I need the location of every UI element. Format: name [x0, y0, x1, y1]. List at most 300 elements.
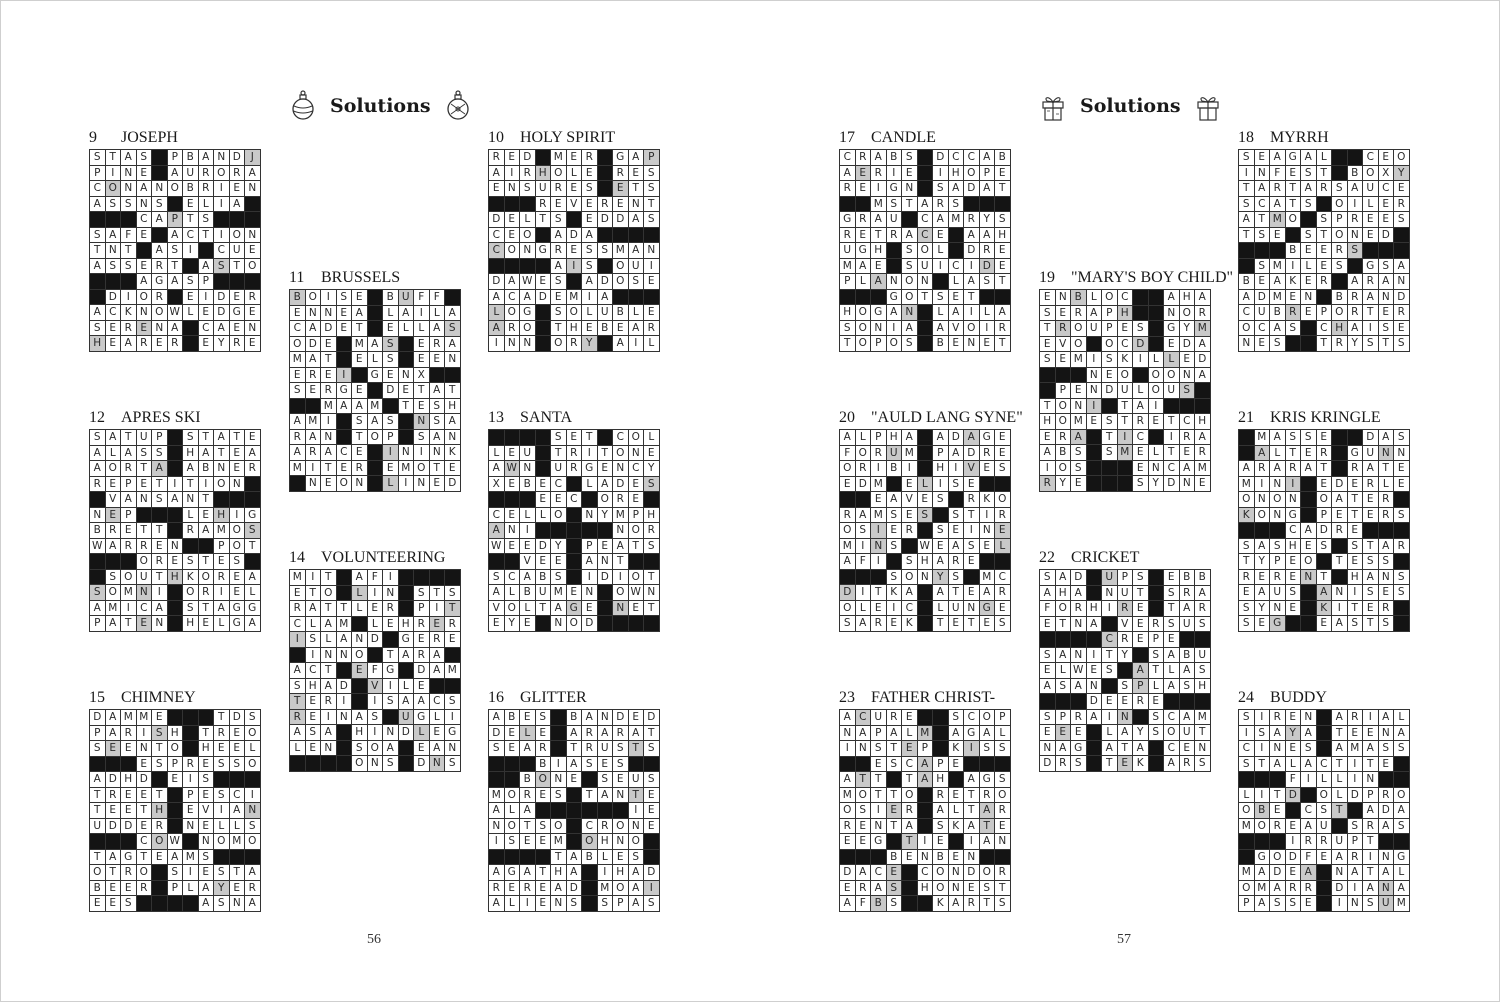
letter-cell: A: [964, 228, 980, 244]
black-square: [1317, 741, 1333, 757]
letter-cell: S: [840, 616, 856, 632]
solution-grid: [488, 429, 660, 632]
letter-cell: S: [168, 865, 184, 881]
letter-cell: A: [489, 523, 505, 539]
letter-cell: T: [306, 586, 322, 602]
black-square: [918, 788, 934, 804]
letter-cell: D: [536, 290, 552, 306]
letter-cell: T: [1102, 756, 1118, 772]
black-square: [337, 725, 353, 741]
black-square: [1394, 757, 1410, 773]
black-square: [902, 865, 918, 881]
letter-cell: L: [183, 881, 199, 897]
letter-cell: R: [137, 336, 153, 352]
letter-cell: L: [199, 197, 215, 213]
letter-cell: T: [199, 228, 215, 244]
letter-cell: E: [980, 539, 996, 555]
solution-grid: [488, 709, 660, 912]
letter-cell: Y: [1394, 166, 1410, 182]
black-square: [1149, 306, 1165, 322]
letter-cell: T: [1332, 554, 1348, 570]
black-square: [536, 850, 552, 866]
letter-cell: E: [199, 865, 215, 881]
letter-cell: L: [489, 446, 505, 462]
letter-cell: A: [352, 710, 368, 726]
letter-cell: H: [1195, 679, 1211, 695]
black-square: [871, 850, 887, 866]
letter-cell: N: [306, 306, 322, 322]
letter-cell: K: [902, 616, 918, 632]
letter-cell: E: [629, 601, 645, 617]
letter-cell: V: [106, 492, 122, 508]
letter-cell: Y: [1056, 476, 1072, 492]
letter-cell: E: [644, 274, 660, 290]
black-square: [399, 756, 415, 772]
black-square: [551, 726, 567, 742]
letter-cell: T: [1239, 181, 1255, 197]
puzzle-18: [1238, 129, 1410, 352]
letter-cell: A: [1164, 648, 1180, 664]
letter-cell: E: [995, 430, 1011, 446]
black-square: [1239, 850, 1255, 866]
letter-cell: D: [613, 212, 629, 228]
letter-cell: E: [1149, 414, 1165, 430]
letter-cell: E: [1040, 725, 1056, 741]
black-square: [520, 492, 536, 508]
letter-cell: S: [1071, 756, 1087, 772]
letter-cell: S: [1348, 539, 1364, 555]
letter-cell: A: [352, 570, 368, 586]
letter-cell: S: [644, 181, 660, 197]
letter-cell: G: [383, 663, 399, 679]
letter-cell: I: [1348, 197, 1364, 213]
letter-cell: R: [1394, 197, 1410, 213]
letter-cell: O: [964, 166, 980, 182]
black-square: [245, 274, 261, 290]
letter-cell: N: [399, 368, 415, 384]
letter-cell: D: [1286, 788, 1302, 804]
letter-cell: N: [1270, 601, 1286, 617]
letter-cell: N: [430, 756, 446, 772]
letter-cell: T: [1379, 461, 1395, 477]
letter-cell: S: [414, 586, 430, 602]
letter-cell: M: [1239, 477, 1255, 493]
letter-cell: E: [199, 336, 215, 352]
letter-cell: R: [1348, 290, 1364, 306]
letter-cell: R: [290, 710, 306, 726]
letter-cell: S: [1348, 819, 1364, 835]
letter-cell: E: [121, 523, 137, 539]
letter-cell: S: [1180, 383, 1196, 399]
letter-cell: P: [90, 726, 106, 742]
letter-cell: H: [949, 166, 965, 182]
letter-cell: T: [871, 228, 887, 244]
black-square: [933, 726, 949, 742]
letter-cell: L: [520, 508, 536, 524]
letter-cell: P: [183, 788, 199, 804]
letter-cell: E: [183, 197, 199, 213]
letter-cell: R: [1394, 539, 1410, 555]
letter-cell: A: [902, 819, 918, 835]
letter-cell: A: [106, 850, 122, 866]
letter-cell: A: [1270, 726, 1286, 742]
letter-cell: T: [1286, 181, 1302, 197]
letter-cell: E: [1363, 726, 1379, 742]
letter-cell: A: [598, 290, 614, 306]
black-square: [887, 477, 903, 493]
letter-cell: N: [598, 710, 614, 726]
letter-cell: A: [152, 461, 168, 477]
letter-cell: T: [137, 803, 153, 819]
letter-cell: A: [1071, 430, 1087, 446]
letter-cell: A: [1102, 741, 1118, 757]
black-square: [1332, 539, 1348, 555]
letter-cell: E: [230, 570, 246, 586]
letter-cell: A: [1332, 741, 1348, 757]
black-square: [629, 290, 645, 306]
black-square: [536, 259, 552, 275]
letter-cell: D: [1040, 756, 1056, 772]
letter-cell: N: [902, 305, 918, 321]
letter-cell: E: [1379, 585, 1395, 601]
letter-cell: R: [121, 539, 137, 555]
black-square: [106, 757, 122, 773]
letter-cell: A: [871, 212, 887, 228]
letter-cell: H: [933, 461, 949, 477]
letter-cell: A: [1255, 585, 1271, 601]
letter-cell: S: [1301, 197, 1317, 213]
letter-cell: S: [1317, 212, 1333, 228]
letter-cell: S: [1379, 259, 1395, 275]
letter-cell: S: [644, 539, 660, 555]
letter-cell: E: [902, 508, 918, 524]
letter-cell: T: [383, 648, 399, 664]
letter-cell: C: [306, 663, 322, 679]
letter-cell: A: [1133, 399, 1149, 415]
letter-cell: T: [1239, 228, 1255, 244]
letter-cell: P: [933, 757, 949, 773]
puzzle-number: 20: [839, 409, 855, 426]
letter-cell: O: [1056, 461, 1072, 477]
letter-cell: N: [902, 181, 918, 197]
letter-cell: P: [980, 166, 996, 182]
puzzle-20: [839, 409, 1023, 632]
solution-grid: [839, 709, 1011, 912]
letter-cell: O: [505, 788, 521, 804]
letter-cell: M: [445, 663, 461, 679]
letter-cell: N: [1332, 865, 1348, 881]
letter-cell: L: [183, 508, 199, 524]
letter-cell: D: [856, 477, 872, 493]
letter-cell: S: [887, 757, 903, 773]
letter-cell: I: [1363, 321, 1379, 337]
letter-cell: R: [980, 446, 996, 462]
letter-cell: B: [1180, 648, 1196, 664]
letter-cell: L: [1087, 290, 1103, 306]
letter-cell: A: [980, 834, 996, 850]
black-square: [551, 741, 567, 757]
letter-cell: A: [1301, 181, 1317, 197]
letter-cell: P: [199, 274, 215, 290]
letter-cell: U: [536, 585, 552, 601]
letter-cell: D: [1270, 865, 1286, 881]
letter-cell: A: [1164, 679, 1180, 695]
letter-cell: I: [887, 166, 903, 182]
letter-cell: L: [1149, 352, 1165, 368]
black-square: [152, 772, 168, 788]
letter-cell: A: [1301, 726, 1317, 742]
letter-cell: P: [613, 896, 629, 912]
letter-cell: E: [536, 492, 552, 508]
letter-cell: T: [536, 865, 552, 881]
letter-cell: T: [430, 461, 446, 477]
letter-cell: E: [1071, 725, 1087, 741]
letter-cell: A: [629, 243, 645, 259]
letter-cell: E: [995, 259, 1011, 275]
black-square: [368, 476, 384, 492]
letter-cell: S: [1270, 539, 1286, 555]
letter-cell: A: [964, 430, 980, 446]
letter-cell: S: [245, 819, 261, 835]
letter-cell: T: [887, 819, 903, 835]
letter-cell: M: [137, 710, 153, 726]
letter-cell: S: [871, 741, 887, 757]
letter-cell: N: [551, 896, 567, 912]
letter-cell: S: [1317, 803, 1333, 819]
black-square: [1394, 492, 1410, 508]
letter-cell: A: [840, 896, 856, 912]
letter-cell: A: [980, 228, 996, 244]
black-square: [168, 819, 184, 835]
letter-cell: L: [368, 617, 384, 633]
letter-cell: D: [520, 150, 536, 166]
puzzle-name: GLITTER: [520, 689, 587, 706]
letter-cell: I: [337, 694, 353, 710]
letter-cell: F: [430, 290, 446, 306]
letter-cell: O: [1102, 337, 1118, 353]
letter-cell: A: [551, 228, 567, 244]
letter-cell: E: [840, 834, 856, 850]
letter-cell: S: [551, 212, 567, 228]
letter-cell: N: [183, 819, 199, 835]
letter-cell: C: [1286, 523, 1302, 539]
letter-cell: E: [1286, 601, 1302, 617]
black-square: [1149, 430, 1165, 446]
black-square: [1301, 321, 1317, 337]
letter-cell: H: [183, 616, 199, 632]
letter-cell: S: [199, 772, 215, 788]
black-square: [1239, 446, 1255, 462]
letter-cell: I: [1348, 881, 1364, 897]
letter-cell: S: [199, 212, 215, 228]
letter-cell: D: [598, 212, 614, 228]
letter-cell: B: [183, 150, 199, 166]
black-square: [995, 290, 1011, 306]
black-square: [1301, 601, 1317, 617]
black-square: [840, 290, 856, 306]
letter-cell: A: [1332, 850, 1348, 866]
letter-cell: S: [598, 772, 614, 788]
letter-cell: L: [399, 321, 415, 337]
letter-cell: E: [1379, 150, 1395, 166]
letter-cell: T: [199, 726, 215, 742]
letter-cell: I: [414, 306, 430, 322]
letter-cell: Y: [1286, 726, 1302, 742]
letter-cell: E: [1286, 741, 1302, 757]
letter-cell: I: [183, 865, 199, 881]
letter-cell: E: [430, 725, 446, 741]
letter-cell: A: [1348, 321, 1364, 337]
letter-cell: B: [505, 710, 521, 726]
letter-cell: E: [1286, 290, 1302, 306]
black-square: [121, 274, 137, 290]
letter-cell: I: [964, 523, 980, 539]
letter-cell: I: [871, 523, 887, 539]
letter-cell: A: [245, 446, 261, 462]
letter-cell: E: [152, 539, 168, 555]
letter-cell: B: [598, 321, 614, 337]
letter-cell: E: [306, 694, 322, 710]
black-square: [183, 726, 199, 742]
black-square: [1255, 243, 1271, 259]
puzzle-title: [839, 129, 1011, 146]
black-square: [520, 757, 536, 773]
letter-cell: I: [1332, 601, 1348, 617]
letter-cell: I: [489, 834, 505, 850]
black-square: [567, 554, 583, 570]
letter-cell: A: [321, 617, 337, 633]
black-square: [1301, 616, 1317, 632]
black-square: [1164, 694, 1180, 710]
letter-cell: E: [230, 446, 246, 462]
black-square: [567, 570, 583, 586]
black-square: [949, 492, 965, 508]
black-square: [918, 461, 934, 477]
letter-cell: N: [871, 819, 887, 835]
letter-cell: T: [1133, 586, 1149, 602]
letter-cell: T: [90, 788, 106, 804]
letter-cell: T: [644, 197, 660, 213]
black-square: [1239, 523, 1255, 539]
black-square: [505, 772, 521, 788]
black-square: [399, 663, 415, 679]
puzzle-21: [1238, 409, 1410, 632]
letter-cell: E: [1348, 477, 1364, 493]
letter-cell: E: [567, 150, 583, 166]
letter-cell: R: [856, 461, 872, 477]
letter-cell: L: [505, 896, 521, 912]
letter-cell: T: [199, 554, 215, 570]
letter-cell: D: [1195, 352, 1211, 368]
letter-cell: E: [1301, 539, 1317, 555]
black-square: [183, 539, 199, 555]
letter-cell: S: [1301, 228, 1317, 244]
letter-cell: O: [856, 336, 872, 352]
letter-cell: T: [230, 259, 246, 275]
black-square: [536, 321, 552, 337]
letter-cell: R: [1379, 788, 1395, 804]
letter-cell: A: [137, 274, 153, 290]
letter-cell: S: [1102, 414, 1118, 430]
letter-cell: O: [1332, 228, 1348, 244]
black-square: [918, 321, 934, 337]
letter-cell: A: [368, 337, 384, 353]
letter-cell: A: [1394, 726, 1410, 742]
letter-cell: E: [629, 166, 645, 182]
letter-cell: D: [121, 819, 137, 835]
letter-cell: O: [168, 741, 184, 757]
black-square: [230, 850, 246, 866]
letter-cell: A: [1363, 881, 1379, 897]
letter-cell: S: [1301, 430, 1317, 446]
letter-cell: C: [337, 445, 353, 461]
solution-grid: [289, 289, 461, 492]
black-square: [430, 368, 446, 384]
letter-cell: R: [1195, 306, 1211, 322]
letter-cell: E: [551, 290, 567, 306]
black-square: [840, 850, 856, 866]
letter-cell: N: [629, 446, 645, 462]
letter-cell: H: [1056, 586, 1072, 602]
letter-cell: S: [949, 710, 965, 726]
letter-cell: S: [1133, 570, 1149, 586]
letter-cell: G: [414, 710, 430, 726]
letter-cell: I: [887, 321, 903, 337]
letter-cell: O: [840, 461, 856, 477]
solution-grid: [89, 149, 261, 352]
black-square: [629, 616, 645, 632]
letter-cell: R: [1270, 570, 1286, 586]
letter-cell: R: [964, 896, 980, 912]
letter-cell: S: [121, 197, 137, 213]
letter-cell: E: [1164, 337, 1180, 353]
letter-cell: A: [582, 228, 598, 244]
letter-cell: A: [613, 539, 629, 555]
black-square: [399, 352, 415, 368]
letter-cell: N: [1071, 399, 1087, 415]
letter-cell: O: [629, 430, 645, 446]
letter-cell: N: [1056, 290, 1072, 306]
letter-cell: M: [840, 259, 856, 275]
letter-cell: B: [871, 896, 887, 912]
letter-cell: I: [856, 585, 872, 601]
letter-cell: I: [840, 741, 856, 757]
letter-cell: E: [1255, 570, 1271, 586]
letter-cell: T: [1317, 336, 1333, 352]
letter-cell: E: [644, 446, 660, 462]
letter-cell: C: [613, 430, 629, 446]
letter-cell: A: [520, 803, 536, 819]
letter-cell: W: [168, 305, 184, 321]
letter-cell: U: [871, 710, 887, 726]
letter-cell: A: [980, 181, 996, 197]
black-square: [856, 492, 872, 508]
black-square: [995, 477, 1011, 493]
letter-cell: R: [137, 881, 153, 897]
letter-cell: Y: [1118, 648, 1134, 664]
letter-cell: N: [1301, 570, 1317, 586]
letter-cell: E: [933, 834, 949, 850]
letter-cell: D: [1087, 694, 1103, 710]
letter-cell: O: [505, 305, 521, 321]
letter-cell: E: [871, 601, 887, 617]
black-square: [1301, 585, 1317, 601]
letter-cell: S: [551, 430, 567, 446]
letter-cell: A: [1270, 274, 1286, 290]
letter-cell: T: [582, 430, 598, 446]
letter-cell: O: [505, 819, 521, 835]
black-square: [1149, 321, 1165, 337]
